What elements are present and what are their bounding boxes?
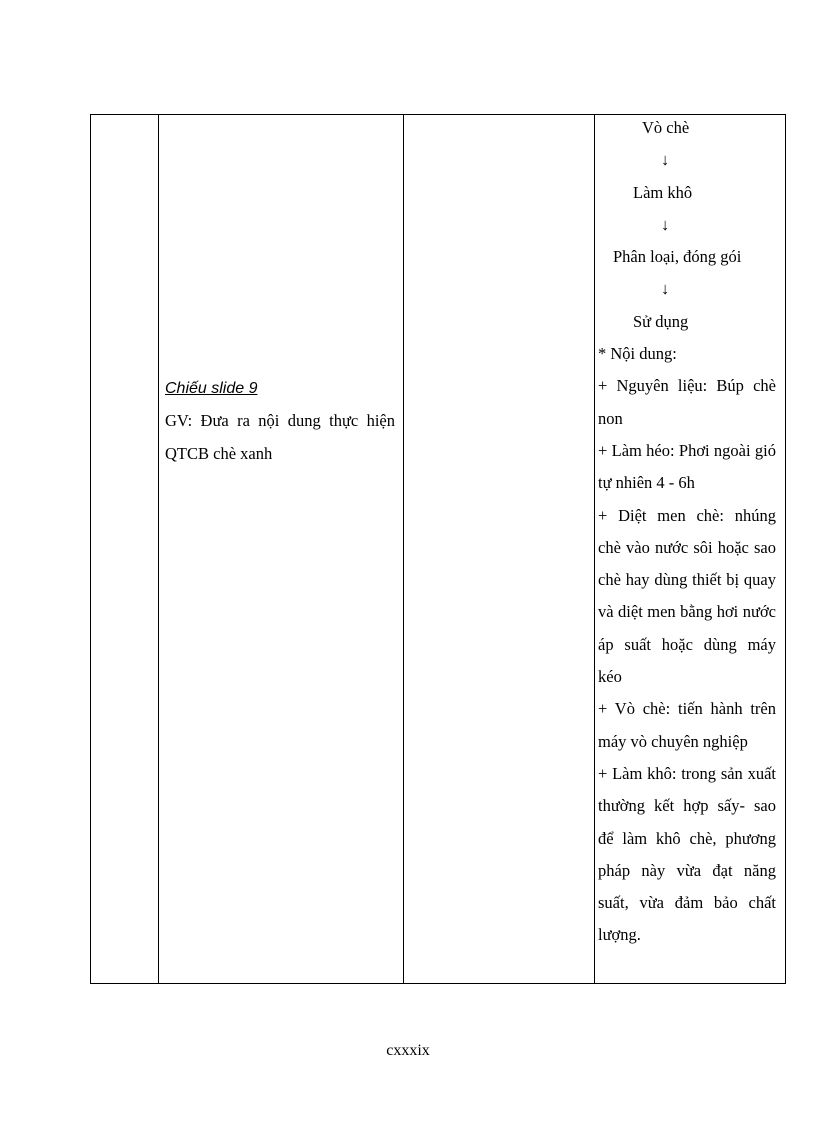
content-paragraph: + Làm héo: Phơi ngoài gió tự nhiên 4 - 6h: [598, 440, 776, 493]
arrow-down-icon: ↓: [661, 150, 670, 170]
content-paragraph: + Vò chè: tiến hành trên máy vò chuyên nghiệp: [598, 699, 776, 751]
process-flow: [598, 112, 776, 338]
content-cell: [598, 112, 776, 952]
page-number: cxxxix: [386, 1042, 430, 1059]
content-paragraph: + Nguyên liệu: Búp chè non: [598, 376, 776, 428]
gv-instruction: GV: Đưa ra nội dung thực hiện QTCB chè xanh: [165, 411, 395, 463]
content-body: [598, 338, 776, 952]
content-heading: * Nội dung:: [598, 344, 677, 364]
teacher-activity-cell: [165, 373, 395, 470]
column-divider: [158, 115, 159, 983]
flow-step: Làm khô: [633, 182, 693, 202]
arrow-down-icon: ↓: [661, 214, 670, 234]
lesson-table: [90, 114, 786, 984]
flow-step: Vò chè: [642, 118, 690, 137]
column-divider: [403, 115, 404, 983]
flow-step: Phân loại, đóng gói: [613, 247, 742, 267]
slide-label: Chiếu slide 9: [165, 380, 258, 397]
content-paragraph: + Diệt men chè: nhúng chè vào nước sôi hoặc sao chè hay dùng thiết bị quay và diệt men bằng hơi nước áp suất hoặc dùng máy kéo: [598, 505, 776, 687]
column-divider: [594, 115, 595, 983]
flow-step: Sử dụng: [633, 311, 689, 331]
content-paragraph: + Làm khô: trong sản xuất thường kết hợp sấy- sao để làm khô chè, phương pháp này vừa đạt năng suất, vừa đảm bảo chất lượng.: [598, 763, 776, 945]
arrow-down-icon: ↓: [661, 279, 670, 299]
